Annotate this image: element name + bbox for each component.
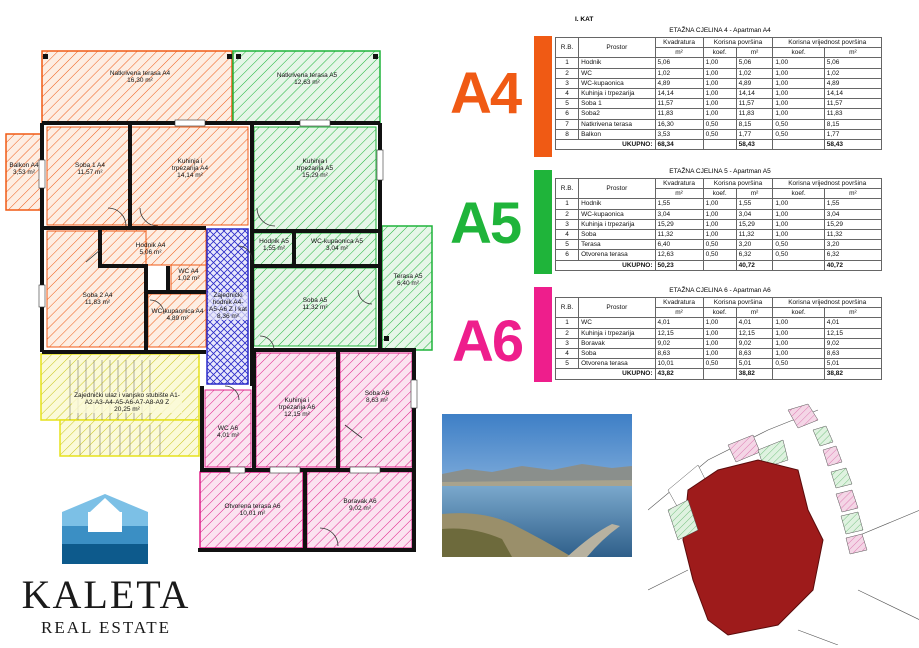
table-cell: 1,00 [773,318,824,328]
label-terasa-a5: Natkrivena terasa A5 12,63 m² [276,72,338,86]
label-hodnik-a5: Hodnik A5 1,55 m² [259,238,289,252]
table-cell: 4,89 [655,78,703,88]
room-terasa-a4 [42,51,232,123]
table-cell: 11,83 [655,109,703,119]
label-wc-kup-a5: WC-kupaonica A5 3,04 m² [310,238,364,252]
table-cell: 5,06 [655,58,703,68]
room-soba-a6 [340,353,412,467]
table-cell: 1,00 [703,78,736,88]
table-cell: 3,04 [736,209,773,219]
total-korisna: 40,72 [736,260,773,270]
table-row [556,78,882,88]
table-title-a6: ETAŽNA CJELINA 6 - Apartman A6 [669,287,771,294]
table-total-row [556,260,882,270]
label-wc-a6: WC A6 4,01 m² [216,425,240,439]
table-cell: 11,32 [824,229,881,239]
table-row [556,109,882,119]
subheader-cell: m² [824,48,881,58]
header-kvadratura: Kvadratura [655,298,703,308]
table-row [556,240,882,250]
table-row [556,58,882,68]
table-cell: 12,15 [736,328,773,338]
table-cell: 0,50 [773,240,824,250]
table-cell: 6,32 [736,250,773,260]
table-cell: 1,00 [773,199,824,209]
subheader-cell: m² [655,308,703,318]
header-prostor: Prostor [579,298,655,318]
table-cell: 1,00 [703,199,736,209]
table-row [556,209,882,219]
label-wc-a4: WC A4 1,02 m² [177,268,200,282]
table-row [556,229,882,239]
table-cell: 5 [556,99,579,109]
table-cell: 11,57 [655,99,703,109]
table-cell: 6,32 [824,250,881,260]
table-cell: 8,63 [736,348,773,358]
label-balkon-a4: Balkon A4 3,53 m² [9,162,39,176]
table-cell: 1,00 [703,318,736,328]
room-terasa-a5 [233,51,380,123]
subheader-cell: koef. [773,308,824,318]
table-cell: 16,30 [655,119,703,129]
table-cell: 3,53 [655,129,703,139]
table-cell: 1,02 [655,68,703,78]
table-cell: 8,63 [824,348,881,358]
table-cell: 14,14 [824,88,881,98]
table-cell: Kuhinja i trpezarija [579,88,655,98]
total-kvadratura: 43,82 [655,369,703,379]
subheader-cell: m² [824,308,881,318]
subheader-cell: m² [655,189,703,199]
table-cell: 14,14 [655,88,703,98]
table-cell: 4,01 [824,318,881,328]
label-soba-a5: Soba A5 11,32 m² [302,297,328,311]
table-title-a4: ETAŽNA CJELINA 4 - Apartman A4 [669,27,771,34]
table-header-row [556,179,882,189]
table-cell: 5,01 [736,359,773,369]
header-vrijednost: Korisna vrijednost površina [773,298,882,308]
subheader-cell: m² [824,189,881,199]
table-cell: 1 [556,199,579,209]
table-cell: 1,00 [773,88,824,98]
header-prostor: Prostor [579,179,655,199]
table-cell: 6 [556,250,579,260]
table-cell: Kuhinja i trpezarija [579,219,655,229]
table-cell: 1,00 [773,338,824,348]
table-cell: 1,00 [773,219,824,229]
table-cell: 9,02 [824,338,881,348]
label-hodnik-a4: Hodnik A4 5,06 m² [135,242,166,256]
table-total-row [556,369,882,379]
header-rb: R.B. [556,298,579,318]
total-vrijednost: 38,82 [824,369,881,379]
table-cell: 9,02 [655,338,703,348]
table-cell: Hodnik [579,199,655,209]
header-kvadratura: Kvadratura [655,179,703,189]
total-blank [773,139,824,149]
table-cell: 0,50 [773,129,824,139]
header-rb: R.B. [556,38,579,58]
table-cell: 15,29 [655,219,703,229]
table-cell: 8,63 [655,348,703,358]
apt-label-a6: A6 [452,309,523,374]
table-row [556,359,882,369]
table-cell: 14,14 [736,88,773,98]
table-cell: Natkrivena terasa [579,119,655,129]
table-cell: Hodnik [579,58,655,68]
table-cell: 0,50 [773,119,824,129]
label-kuhinja-a4: Kuhinja i trpezarija A4 14,14 m² [171,158,209,179]
table-cell: Soba [579,348,655,358]
table-cell: 1,00 [703,58,736,68]
total-vrijednost: 58,43 [824,139,881,149]
table-cell: 6 [556,109,579,119]
table-apartman-a4 [555,37,882,150]
table-cell: 3,04 [655,209,703,219]
table-cell: 11,57 [736,99,773,109]
table-cell: 4 [556,229,579,239]
table-cell: 3,20 [824,240,881,250]
apt-bar-a6 [534,287,552,382]
table-cell: Otvorena terasa [579,250,655,260]
table-cell: 0,50 [703,129,736,139]
table-row [556,88,882,98]
table-cell: 1,00 [703,88,736,98]
table-cell: 6,40 [655,240,703,250]
label-stubiste: Zajednički ulaz i vanjsko stubište A1-A2-A3-A4-A5-A6-A7-A8-A9 Z 20,25 m² [72,392,182,413]
table-cell: 1,00 [773,209,824,219]
table-row [556,129,882,139]
subheader-cell: koef. [773,189,824,199]
label-terasa-a4: Natkrivena terasa A4 16,30 m² [109,70,171,84]
table-cell: 12,15 [655,328,703,338]
table-cell: 1,00 [703,219,736,229]
table-cell: 2 [556,209,579,219]
table-cell: 3 [556,219,579,229]
table-cell: Otvorena terasa [579,359,655,369]
table-row [556,68,882,78]
table-row [556,99,882,109]
table-cell: 8,15 [736,119,773,129]
subheader-cell: m² [736,48,773,58]
table-title-a5: ETAŽNA CJELINA 5 - Apartman A5 [669,168,771,175]
table-cell: 0,50 [773,250,824,260]
table-cell: Balkon [579,129,655,139]
table-header-row [556,38,882,48]
table-cell: 3 [556,338,579,348]
table-cell: 11,32 [655,229,703,239]
table-cell: 2 [556,68,579,78]
total-korisna: 38,82 [736,369,773,379]
table-cell: 1,00 [703,68,736,78]
table-row [556,348,882,358]
apt-label-a4: A4 [450,61,521,126]
site-map [648,390,919,645]
table-cell: 1 [556,318,579,328]
table-cell: 1,00 [703,99,736,109]
table-cell: 5 [556,359,579,369]
table-cell: 1 [556,58,579,68]
table-cell: 2 [556,328,579,338]
table-cell: 3,04 [824,209,881,219]
label-hodnik-zaj: Zajednički hodnik A4-A5-A6 Z I kat 8,36 m² [209,292,247,320]
kaleta-logo-icon [50,488,160,568]
subheader-cell: koef. [773,48,824,58]
table-cell: Boravak [579,338,655,348]
table-cell: 11,83 [736,109,773,119]
header-korisna: Korisna površina [703,298,773,308]
table-total-row [556,139,882,149]
table-cell: 5,01 [824,359,881,369]
table-cell: 1,00 [773,328,824,338]
table-cell: 4 [556,88,579,98]
table-cell: 5,06 [824,58,881,68]
table-cell: 1,00 [703,328,736,338]
table-apartman-a5 [555,178,882,271]
table-cell: 1,00 [703,338,736,348]
total-vrijednost: 40,72 [824,260,881,270]
logo-name: KALETA [21,572,191,617]
table-cell: 4,01 [655,318,703,328]
table-row [556,328,882,338]
label-soba-a6: Soba A6 8,63 m² [364,390,390,404]
table-cell: Soba 1 [579,99,655,109]
table-cell: 1,00 [703,229,736,239]
label-kuhinja-a5: Kuhinja i trpezarija A5 15,29 m² [296,158,334,179]
table-cell: 1,00 [773,58,824,68]
subheader-cell: m² [736,189,773,199]
table-cell: 7 [556,119,579,129]
label-soba1-a4: Soba 1 A4 11,57 m² [75,162,105,176]
table-cell: 0,50 [703,250,736,260]
room-terasa-a5b [382,226,432,350]
table-apartman-a6 [555,297,882,380]
logo-tagline: REAL ESTATE [40,618,172,637]
subheader-cell: m² [736,308,773,318]
table-row [556,318,882,328]
table-cell: 5,06 [736,58,773,68]
table-cell: WC [579,318,655,328]
table-header-row [556,298,882,308]
table-cell: 0,50 [703,119,736,129]
table-cell: 1,00 [773,229,824,239]
total-blank [703,260,736,270]
table-cell: Soba [579,229,655,239]
total-blank [773,369,824,379]
subheader-cell: m² [655,48,703,58]
table-cell: 0,50 [703,359,736,369]
subheader-cell: koef. [703,189,736,199]
table-cell: 4,89 [824,78,881,88]
table-cell: 1,00 [773,78,824,88]
table-cell: 1,00 [773,348,824,358]
apt-bar-a4 [534,36,552,157]
table-cell: 3 [556,78,579,88]
header-kvadratura: Kvadratura [655,38,703,48]
table-cell: 1,00 [703,109,736,119]
table-cell: WC [579,68,655,78]
table-cell: 1,02 [736,68,773,78]
label-terasa-a6: Otvorena terasa A6 10,01 m² [224,503,281,517]
table-cell: 1,00 [773,68,824,78]
total-label: UKUPNO: [556,139,656,149]
table-cell: 4,89 [736,78,773,88]
table-cell: 1,55 [736,199,773,209]
table-cell: 15,29 [824,219,881,229]
label-soba2-a4: Soba 2 A4 11,83 m² [82,292,113,306]
table-cell: 1,00 [703,209,736,219]
table-cell: 0,50 [773,359,824,369]
total-blank [773,260,824,270]
apt-label-a5: A5 [450,191,521,256]
table-cell: 8 [556,129,579,139]
table-cell: 1,00 [773,99,824,109]
table-cell: 3,20 [736,240,773,250]
table-cell: 9,02 [736,338,773,348]
total-korisna: 58,43 [736,139,773,149]
label-boravak-a6: Boravak A6 9,02 m² [343,498,377,512]
table-cell: 10,01 [655,359,703,369]
total-label: UKUPNO: [556,260,656,270]
table-cell: Terasa [579,240,655,250]
table-row [556,219,882,229]
table-cell: 4,01 [736,318,773,328]
table-cell: 1,02 [824,68,881,78]
header-vrijednost: Korisna vrijednost površina [773,38,882,48]
apt-bar-a5 [534,170,552,274]
total-blank [703,369,736,379]
table-cell: 1,55 [655,199,703,209]
header-rb: R.B. [556,179,579,199]
header-prostor: Prostor [579,38,655,58]
table-cell: WC-kupaonica [579,78,655,88]
label-wc-kup-a4: WC-kupaonica A4 4,89 m² [151,308,204,322]
table-row [556,338,882,348]
table-cell: 15,29 [736,219,773,229]
total-kvadratura: 50,23 [655,260,703,270]
table-cell: 12,15 [824,328,881,338]
label-kuhinja-a6: Kuhinja i trpezarija A6 12,15 m² [278,397,316,418]
table-row [556,250,882,260]
floor-label: I. KAT [575,16,594,23]
table-cell: 12,63 [655,250,703,260]
table-cell: 5 [556,240,579,250]
table-cell: Kuhinja i trpezarija [579,328,655,338]
total-blank [703,139,736,149]
table-cell: 1,00 [703,348,736,358]
label-terasa-a5b: Terasa A5 6,40 m² [393,273,423,287]
table-cell: 4 [556,348,579,358]
table-row [556,199,882,209]
table-cell: 0,50 [703,240,736,250]
header-korisna: Korisna površina [703,179,773,189]
table-cell: 11,83 [824,109,881,119]
table-cell: 11,32 [736,229,773,239]
header-korisna: Korisna površina [703,38,773,48]
table-cell: 1,00 [773,109,824,119]
table-cell: 1,77 [824,129,881,139]
lake-photo [442,414,632,557]
table-cell: 8,15 [824,119,881,129]
subheader-cell: koef. [703,308,736,318]
total-label: UKUPNO: [556,369,656,379]
subheader-cell: koef. [703,48,736,58]
table-row [556,119,882,129]
table-cell: 11,57 [824,99,881,109]
table-cell: 1,55 [824,199,881,209]
total-kvadratura: 68,34 [655,139,703,149]
header-vrijednost: Korisna vrijednost površina [773,179,882,189]
table-cell: Soba2 [579,109,655,119]
table-cell: WC-kupaonica [579,209,655,219]
table-cell: 1,77 [736,129,773,139]
